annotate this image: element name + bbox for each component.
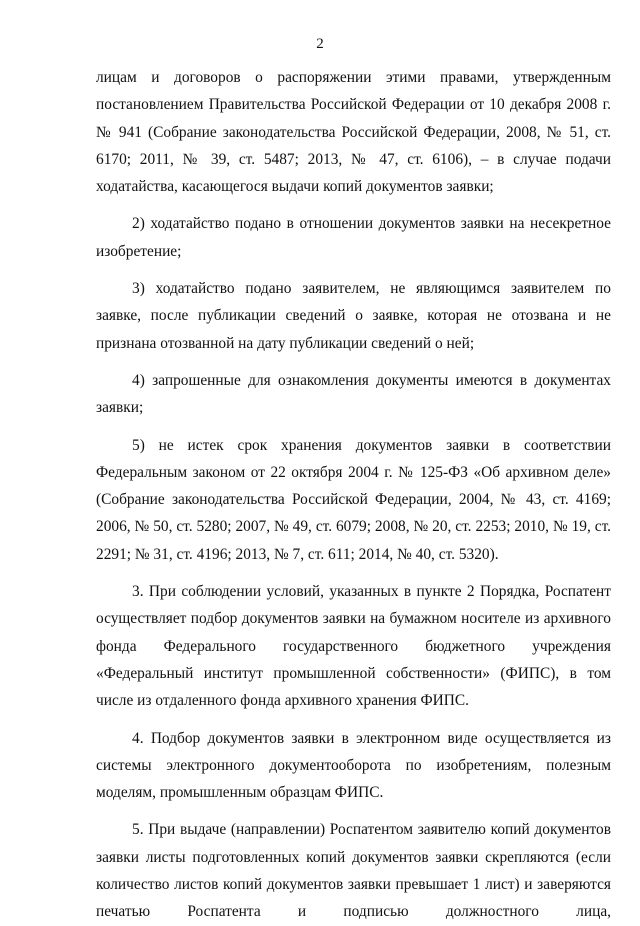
paragraph-clause-4: 4. Подбор документов заявки в электронном виде осуществляется из системы электронного документооборота по изобретениям, полезным моделям, промышленным образцам ФИПС. xyxy=(96,729,611,802)
paragraph-item-2: 2) ходатайство подано в отношении документов заявки на несекретное изобретение; xyxy=(96,215,611,260)
document-body xyxy=(96,64,611,926)
paragraph-item-4: 4) запрошенные для ознакомления документы имеются в документах заявки; xyxy=(96,371,611,417)
paragraph-item-5: 5) не истек срок хранения документов заявки в соответствии Федеральным законом от 22 октября 2004 г. № 125-ФЗ «Об архивном деле» (Собрание законодательства Российской Федерации, 2004, № 43, ст. 4169; 2006, № 50, ст. 5280; 2007, № 49, ст. 6079; 2008, № 20, ст. 2253; 2010, № 19, ст. 2291; № 31, ст. 4196; 2013, № 7, ст. 611; 2014, № 40, ст. 5320). xyxy=(96,436,611,563)
page-number: 2 xyxy=(316,36,324,52)
paragraph-continuation: лицам и договоров о распоряжении этими правами, утвержденным постановлением Правительства Российской Федерации от 10 декабря 2008 г. № 941 (Собрание законодательства Российской Федерации, 2008, № 51, ст. 6170; 2011, № 39, ст. 5487; 2013, № 47, ст. 6106), – в случае подачи ходатайства, касающегося выдачи копий документов заявки; xyxy=(96,69,611,196)
paragraph-item-3: 3) ходатайство подано заявителем, не являющимся заявителем по заявке, после публикации сведений о заявке, которая не отозвана и не признана отозванной на дату публикации сведений о ней; xyxy=(96,280,611,352)
paragraph-clause-3: 3. При соблюдении условий, указанных в пункте 2 Порядка, Роспатент осуществляет подбор документов заявки на бумажном носителе из архивного фонда Федерального государственного бюджетного учреждения «Федеральный институт промышленной собственности» (ФИПС), в том числе из отдаленного фонда архивного хранения ФИПС. xyxy=(96,583,611,710)
paragraph-clause-5: 5. При выдаче (направлении) Роспатентом заявителю копий документов заявки листы подготовленных копий документов заявки скрепляются (если количество листов копий документов заявки превышает 1 лист) и заверяются печатью Роспатента и подписью должностного лица, xyxy=(96,821,611,921)
